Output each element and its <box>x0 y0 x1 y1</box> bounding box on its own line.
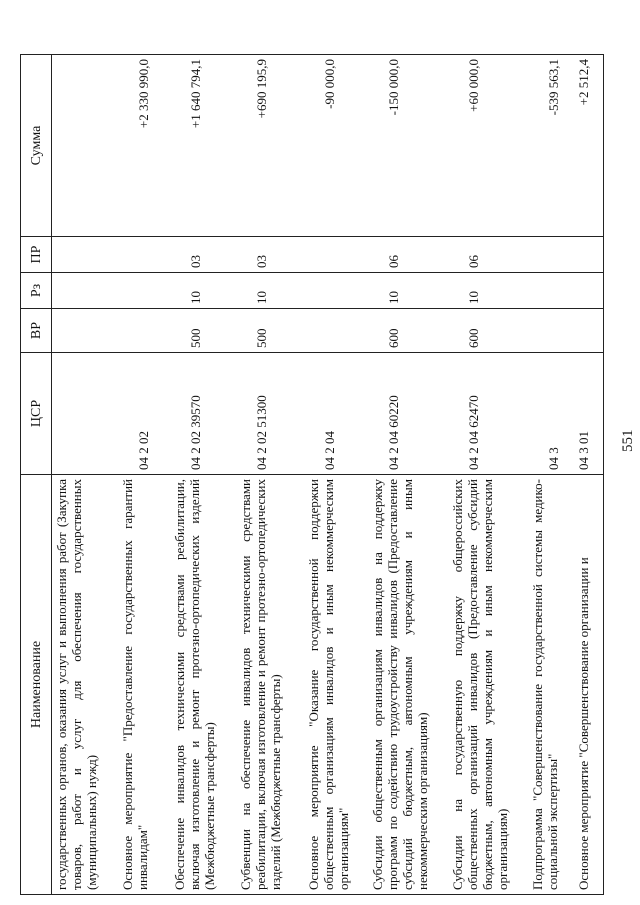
row-pr <box>528 237 574 273</box>
row-csr: 04 2 02 39570 <box>170 353 236 475</box>
row-rz <box>574 273 604 309</box>
header-vr: ВР <box>21 309 52 353</box>
row-pr <box>574 237 604 273</box>
row-name: Обеспечение инвалидов техническими средствами реабилитации, включая изготовление и ремонт протезно-ортопедических изделий (Межбюджетные трансферты) <box>170 475 236 895</box>
row-rz <box>52 273 118 309</box>
row-vr <box>574 309 604 353</box>
header-rz: Рз <box>21 273 52 309</box>
row-rz <box>304 273 368 309</box>
table-header-row <box>21 55 52 895</box>
row-name: Подпрограмма "Совершенствование государственной системы медико-социальной экспертизы" <box>528 475 574 895</box>
table-row <box>118 55 170 895</box>
row-vr <box>118 309 170 353</box>
table-row <box>170 55 236 895</box>
row-sum: +60 000,0 <box>448 55 528 237</box>
header-csr: ЦСР <box>21 353 52 475</box>
row-csr: 04 2 04 60220 <box>368 353 448 475</box>
header-name: Наименование <box>21 475 52 895</box>
table-row <box>304 55 368 895</box>
row-name: Субвенции на обеспечение инвалидов техническими средствами реабилитации, включая изготовление и ремонт протезно-ортопедических изделий (Межбюджетные трансферты) <box>236 475 304 895</box>
row-sum: -150 000,0 <box>368 55 448 237</box>
row-csr: 04 2 02 <box>118 353 170 475</box>
table-row <box>574 55 604 895</box>
row-vr: 500 <box>170 309 236 353</box>
row-csr: 04 3 01 <box>574 353 604 475</box>
row-pr <box>118 237 170 273</box>
row-name: Основное мероприятие "Предоставление государственных гарантий инвалидам" <box>118 475 170 895</box>
page-number: 551 <box>620 429 636 452</box>
row-name: государственных органов, оказания услуг и выполнения работ (Закупка товаров, работ и услуг для обеспечения государственных (муниципальных) нужд) <box>52 475 118 895</box>
row-rz: 10 <box>448 273 528 309</box>
row-name: Основное мероприятие "Совершенствование организации и <box>574 475 604 895</box>
row-csr <box>52 353 118 475</box>
row-rz <box>118 273 170 309</box>
row-vr: 600 <box>368 309 448 353</box>
header-pr: ПР <box>21 237 52 273</box>
row-rz: 10 <box>236 273 304 309</box>
row-csr: 04 2 04 62470 <box>448 353 528 475</box>
row-rz: 10 <box>368 273 448 309</box>
row-vr <box>528 309 574 353</box>
row-vr: 500 <box>236 309 304 353</box>
row-pr <box>304 237 368 273</box>
row-pr: 03 <box>236 237 304 273</box>
row-pr: 03 <box>170 237 236 273</box>
row-rz <box>528 273 574 309</box>
table-row <box>52 55 118 895</box>
row-vr <box>304 309 368 353</box>
row-sum: -539 563,1 <box>528 55 574 237</box>
row-pr: 06 <box>368 237 448 273</box>
row-name: Субсидии на государственную поддержку общероссийских общественных организаций инвалидов (Предоставление субсидий бюджетным, автономным учреждениям и иным некоммерческим организациям) <box>448 475 528 895</box>
budget-table <box>20 54 604 895</box>
row-csr: 04 3 <box>528 353 574 475</box>
row-sum: +690 195,9 <box>236 55 304 237</box>
row-sum: +2 330 990,0 <box>118 55 170 237</box>
row-csr: 04 2 04 <box>304 353 368 475</box>
row-rz: 10 <box>170 273 236 309</box>
row-pr: 06 <box>448 237 528 273</box>
row-name: Основное мероприятие "Оказание государственной поддержки общественным организациям инвалидов и иным некоммерческим организациям" <box>304 475 368 895</box>
table-row <box>236 55 304 895</box>
header-sum: Сумма <box>21 55 52 237</box>
row-name: Субсидии общественным организациям инвалидов на поддержку программ по содействию трудоустройству инвалидов (Предоставление субсидий бюджетным, автономным учреждениям и иным некоммерческим организациям) <box>368 475 448 895</box>
table-row <box>368 55 448 895</box>
row-vr <box>52 309 118 353</box>
row-sum: +1 640 794,1 <box>170 55 236 237</box>
row-pr <box>52 237 118 273</box>
row-vr: 600 <box>448 309 528 353</box>
table-row <box>448 55 528 895</box>
row-csr: 04 2 02 51300 <box>236 353 304 475</box>
row-sum: -90 000,0 <box>304 55 368 237</box>
budget-table-rotated <box>20 55 620 895</box>
row-sum: +2 512,4 <box>574 55 604 237</box>
row-sum <box>52 55 118 237</box>
table-row <box>528 55 574 895</box>
